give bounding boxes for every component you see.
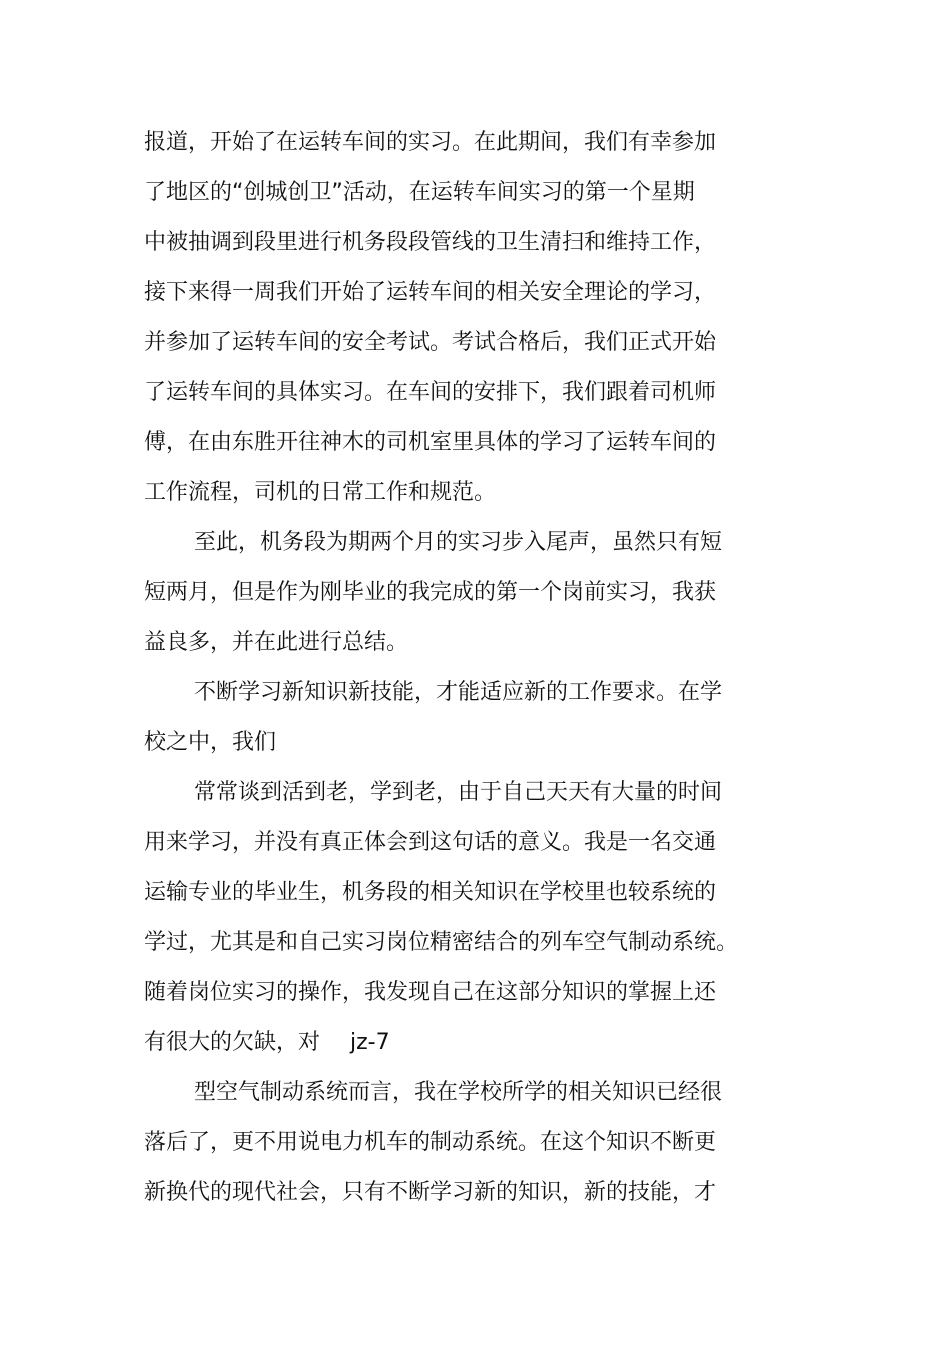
text-line: 至此，机务段为期两个月的实习步入尾声，虽然只有短 (194, 530, 723, 555)
text-line: 校之中，我们 (144, 730, 277, 755)
text-line: 短两月，但是作为刚毕业的我完成的第一个岗前实习，我获 (144, 580, 717, 605)
text-line: 接下来得一周我们开始了运转车间的相关安全理论的学习， (144, 280, 717, 305)
text-line: 中被抽调到段里进行机务段段管线的卫生清扫和维持工作， (144, 230, 717, 255)
text-line: 并参加了运转车间的安全考试。考试合格后，我们正式开始 (144, 330, 717, 355)
text-line: 不断学习新知识新技能，才能适应新的工作要求。在学 (194, 680, 723, 705)
text-line: 益良多，并在此进行总结。 (144, 630, 409, 655)
text-line: 傅，在由东胜开往神木的司机室里具体的学习了运转车间的 (144, 430, 717, 455)
text-line: 了地区的“创城创卫”活动，在运转车间实习的第一个星期 (144, 180, 695, 205)
text-line: 用来学习，并没有真正体会到这句话的意义。我是一名交通 (144, 830, 717, 855)
text-line: 落后了，更不用说电力机车的制动系统。在这个知识不断更 (144, 1130, 717, 1155)
text-line: 工作流程，司机的日常工作和规范。 (144, 480, 497, 505)
model-code: jz-7 (350, 1030, 390, 1055)
text-line-with-code (144, 1018, 764, 1068)
text-line: 了运转车间的具体实习。在车间的安排下，我们跟着司机师 (144, 380, 717, 405)
text-line: 型空气制动系统而言，我在学校所学的相关知识已经很 (194, 1080, 723, 1105)
text-segment: 有很大的欠缺，对 (144, 1030, 321, 1055)
text-line: 常常谈到活到老，学到老，由于自己天天有大量的时间 (194, 780, 723, 805)
text-line: 新换代的现代社会，只有不断学习新的知识，新的技能，才 (144, 1180, 717, 1205)
text-line: 随着岗位实习的操作，我发现自己在这部分知识的掌握上还 (144, 980, 717, 1005)
document-body (144, 118, 764, 1218)
text-line: 学过，尤其是和自己实习岗位精密结合的列车空气制动系统。 (144, 930, 739, 955)
text-line: 报道，开始了在运转车间的实习。在此期间，我们有幸参加 (144, 130, 717, 155)
text-line: 运输专业的毕业生，机务段的相关知识在学校里也较系统的 (144, 880, 717, 905)
